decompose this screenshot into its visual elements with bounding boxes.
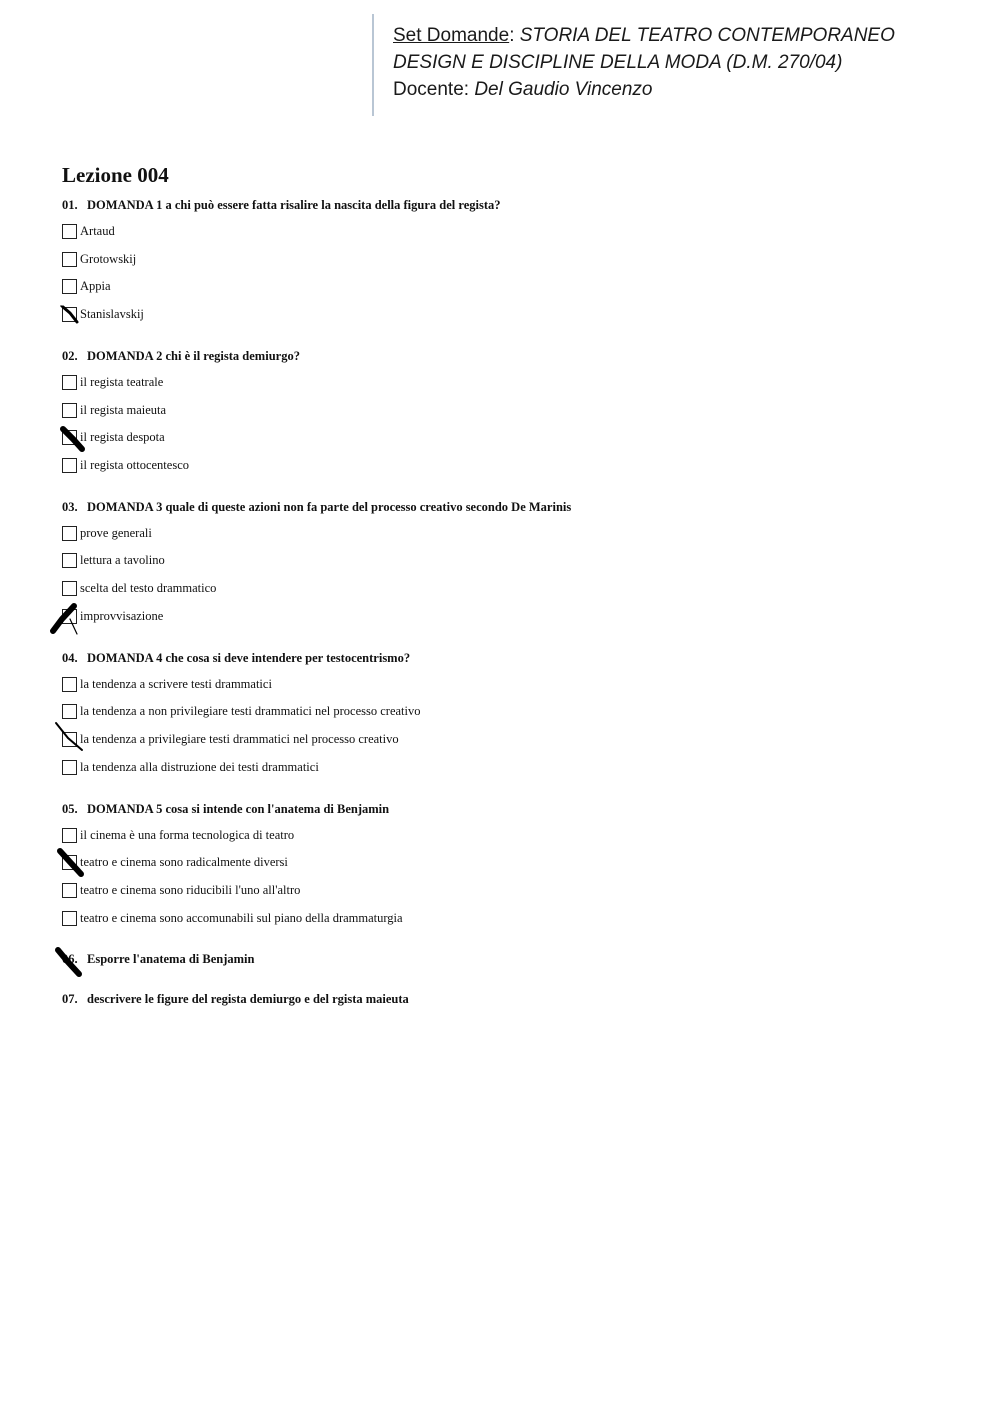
question-number: 05. bbox=[62, 802, 78, 816]
header-line-program bbox=[393, 49, 983, 76]
course-program: DESIGN E DISCIPLINE DELLA MODA (D.M. 270/04) bbox=[393, 52, 843, 73]
option-checkbox[interactable] bbox=[62, 403, 77, 418]
option-checkbox[interactable] bbox=[62, 855, 77, 870]
question-number: 02. bbox=[62, 349, 78, 363]
option-label: lettura a tavolino bbox=[80, 553, 165, 567]
option-checkbox[interactable] bbox=[62, 677, 77, 692]
question-title bbox=[62, 500, 571, 515]
option-label: la tendenza a non privilegiare testi drammatici nel processo creativo bbox=[80, 704, 421, 718]
option-label: Grotowskij bbox=[80, 252, 137, 266]
question-title bbox=[62, 802, 389, 817]
question-text: Esporre l'anatema di Benjamin bbox=[87, 952, 255, 966]
option-checkbox[interactable] bbox=[62, 704, 77, 719]
course-title: STORIA DEL TEATRO CONTEMPORANEO bbox=[519, 25, 895, 46]
set-label: Set Domande bbox=[393, 25, 510, 46]
option-checkbox[interactable] bbox=[62, 760, 77, 775]
header-line-course bbox=[393, 22, 983, 49]
question-title bbox=[62, 651, 410, 666]
question-title bbox=[62, 992, 409, 1007]
option-checkbox[interactable] bbox=[62, 375, 77, 390]
question-text: descrivere le figure del regista demiurgo e del rgista maieuta bbox=[87, 992, 409, 1006]
set-colon: : bbox=[509, 25, 515, 46]
option-checkbox[interactable] bbox=[62, 581, 77, 596]
question-number: 07. bbox=[62, 992, 78, 1006]
question-number: 03. bbox=[62, 500, 78, 514]
question-title bbox=[62, 952, 254, 967]
option-checkbox[interactable] bbox=[62, 307, 77, 322]
question-number: 06. bbox=[62, 952, 78, 966]
option-label: Artaud bbox=[80, 224, 115, 238]
document-header bbox=[393, 22, 983, 103]
option-label: il regista maieuta bbox=[80, 403, 167, 417]
option-label: prove generali bbox=[80, 526, 152, 540]
question-number: 04. bbox=[62, 651, 78, 665]
option-checkbox[interactable] bbox=[62, 526, 77, 541]
option-label: improvvisazione bbox=[80, 609, 164, 623]
question-number: 01. bbox=[62, 198, 78, 212]
option-checkbox[interactable] bbox=[62, 883, 77, 898]
option-checkbox[interactable] bbox=[62, 458, 77, 473]
option-label: il regista despota bbox=[80, 430, 165, 444]
option-label: Stanislavskij bbox=[80, 307, 144, 321]
question-title bbox=[62, 198, 501, 213]
option-checkbox[interactable] bbox=[62, 430, 77, 445]
question-text: DOMANDA 3 quale di queste azioni non fa parte del processo creativo secondo De Marinis bbox=[87, 500, 572, 514]
option-label: la tendenza a scrivere testi drammatici bbox=[80, 677, 272, 691]
option-checkbox[interactable] bbox=[62, 911, 77, 926]
option-checkbox[interactable] bbox=[62, 828, 77, 843]
option-label: teatro e cinema sono radicalmente diversi bbox=[80, 855, 288, 869]
option-label: teatro e cinema sono riducibili l'uno all'altro bbox=[80, 883, 301, 897]
option-label: il regista ottocentesco bbox=[80, 458, 189, 472]
header-divider bbox=[372, 14, 374, 116]
option-label: scelta del testo drammatico bbox=[80, 581, 217, 595]
question-text: DOMANDA 5 cosa si intende con l'anatema di Benjamin bbox=[87, 802, 390, 816]
option-checkbox[interactable] bbox=[62, 252, 77, 267]
option-checkbox[interactable] bbox=[62, 609, 77, 624]
option-label: Appia bbox=[80, 279, 111, 293]
question-title bbox=[62, 349, 300, 364]
question-text: DOMANDA 1 a chi può essere fatta risalire la nascita della figura del regista? bbox=[87, 198, 501, 212]
header-line-teacher bbox=[393, 76, 983, 103]
option-checkbox[interactable] bbox=[62, 224, 77, 239]
option-label: la tendenza a privilegiare testi drammatici nel processo creativo bbox=[80, 732, 399, 746]
option-label: teatro e cinema sono accomunabili sul piano della drammaturgia bbox=[80, 911, 403, 925]
option-checkbox[interactable] bbox=[62, 732, 77, 747]
question-text: DOMANDA 4 che cosa si deve intendere per testocentrismo? bbox=[87, 651, 411, 665]
lesson-title: Lezione 004 bbox=[62, 163, 169, 187]
option-label: il cinema è una forma tecnologica di teatro bbox=[80, 828, 295, 842]
teacher-label: Docente: bbox=[393, 79, 470, 100]
teacher-name: Del Gaudio Vincenzo bbox=[474, 79, 653, 100]
option-label: il regista teatrale bbox=[80, 375, 164, 389]
option-checkbox[interactable] bbox=[62, 553, 77, 568]
option-checkbox[interactable] bbox=[62, 279, 77, 294]
question-text: DOMANDA 2 chi è il regista demiurgo? bbox=[87, 349, 300, 363]
option-label: la tendenza alla distruzione dei testi drammatici bbox=[80, 760, 319, 774]
